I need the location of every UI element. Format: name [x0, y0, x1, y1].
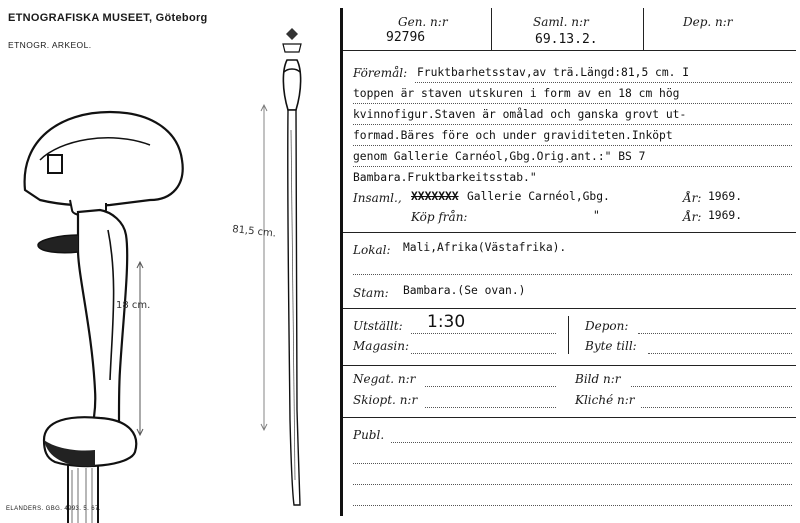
- object-sketch: [0, 0, 340, 523]
- header-divider-1: [491, 8, 492, 50]
- lokal-value: Mali,Afrika(Västafrika).: [403, 241, 567, 254]
- dep-nr-label: Dep. n:r: [683, 15, 733, 29]
- header-rule: [343, 50, 796, 51]
- staff-outline: [288, 110, 300, 505]
- saml-nr-label: Saml. n:r: [533, 15, 589, 29]
- foremal-description: [353, 62, 799, 188]
- catalog-card: [340, 8, 796, 516]
- insaml-year-label: År:: [683, 191, 702, 205]
- utstallt-divider: [568, 316, 569, 354]
- kop-fran-label: Köp från:: [411, 210, 468, 224]
- kop-year-label: År:: [683, 210, 702, 224]
- foremal-line: Bambara.Fruktbarkeitsstab.": [353, 171, 537, 184]
- gen-nr-value: 92796: [386, 30, 426, 45]
- foremal-line: kvinnofigur.Staven är omålad och ganska grovt ut-: [353, 108, 687, 121]
- museum-name: ETNOGRAFISKA MUSEET, Göteborg: [8, 12, 208, 24]
- stam-label: Stam:: [353, 286, 389, 300]
- gen-nr-label: Gen. n:r: [398, 15, 448, 29]
- foremal-line: genom Gallerie Carnéol,Gbg.Orig.ant.:" BS 7: [353, 150, 646, 163]
- kop-year-value: 1969.: [708, 209, 743, 222]
- foremal-line: formad.Bäres före och under graviditeten.Inköpt: [353, 129, 673, 142]
- kop-fran-value: ": [593, 209, 600, 222]
- skiopt-nr-label: Skiopt. n:r: [353, 393, 418, 407]
- insaml-value: Gallerie Carnéol,Gbg.: [467, 190, 610, 203]
- utstallt-value: 1:30: [427, 312, 466, 332]
- header-divider-2: [643, 8, 644, 50]
- rule-after-magasin: [343, 365, 796, 366]
- insaml-struck-text: XXXXXXX: [411, 190, 459, 203]
- department-label: ETNOGR. ARKEOL.: [8, 40, 92, 50]
- rule-after-stam: [343, 308, 796, 309]
- insaml-year-value: 1969.: [708, 190, 743, 203]
- rule-after-negat: [343, 417, 796, 418]
- negat-nr-label: Negat. n:r: [353, 372, 416, 386]
- insaml-label: Insaml.,: [353, 191, 402, 205]
- publ-label: Publ.: [353, 428, 385, 442]
- printer-imprint: ELANDERS. GBG. 4993. 5. 67.: [6, 506, 101, 512]
- bild-nr-label: Bild n:r: [575, 372, 621, 386]
- rule-after-insaml: [343, 232, 796, 233]
- stam-value: Bambara.(Se ovan.): [403, 284, 526, 297]
- figure-height-label: 18 cm.: [116, 300, 151, 311]
- depon-label: Depon:: [585, 319, 629, 333]
- foremal-line: toppen är staven utskuren i form av en 18 cm hög: [353, 87, 680, 100]
- byte-till-label: Byte till:: [585, 339, 637, 353]
- magasin-label: Magasin:: [353, 339, 410, 353]
- foremal-line: Fruktbarhetsstav,av trä.Längd:81,5 cm. I: [417, 66, 690, 79]
- staff-length-label: 81,5 cm.: [231, 224, 277, 240]
- cliche-nr-label: Kliché n:r: [575, 393, 635, 407]
- saml-nr-value: 69.13.2.: [535, 32, 598, 47]
- lokal-label: Lokal:: [353, 243, 391, 257]
- left-panel: [0, 0, 340, 523]
- utstallt-label: Utställt:: [353, 319, 403, 333]
- foremal-label: Föremål:: [353, 66, 408, 80]
